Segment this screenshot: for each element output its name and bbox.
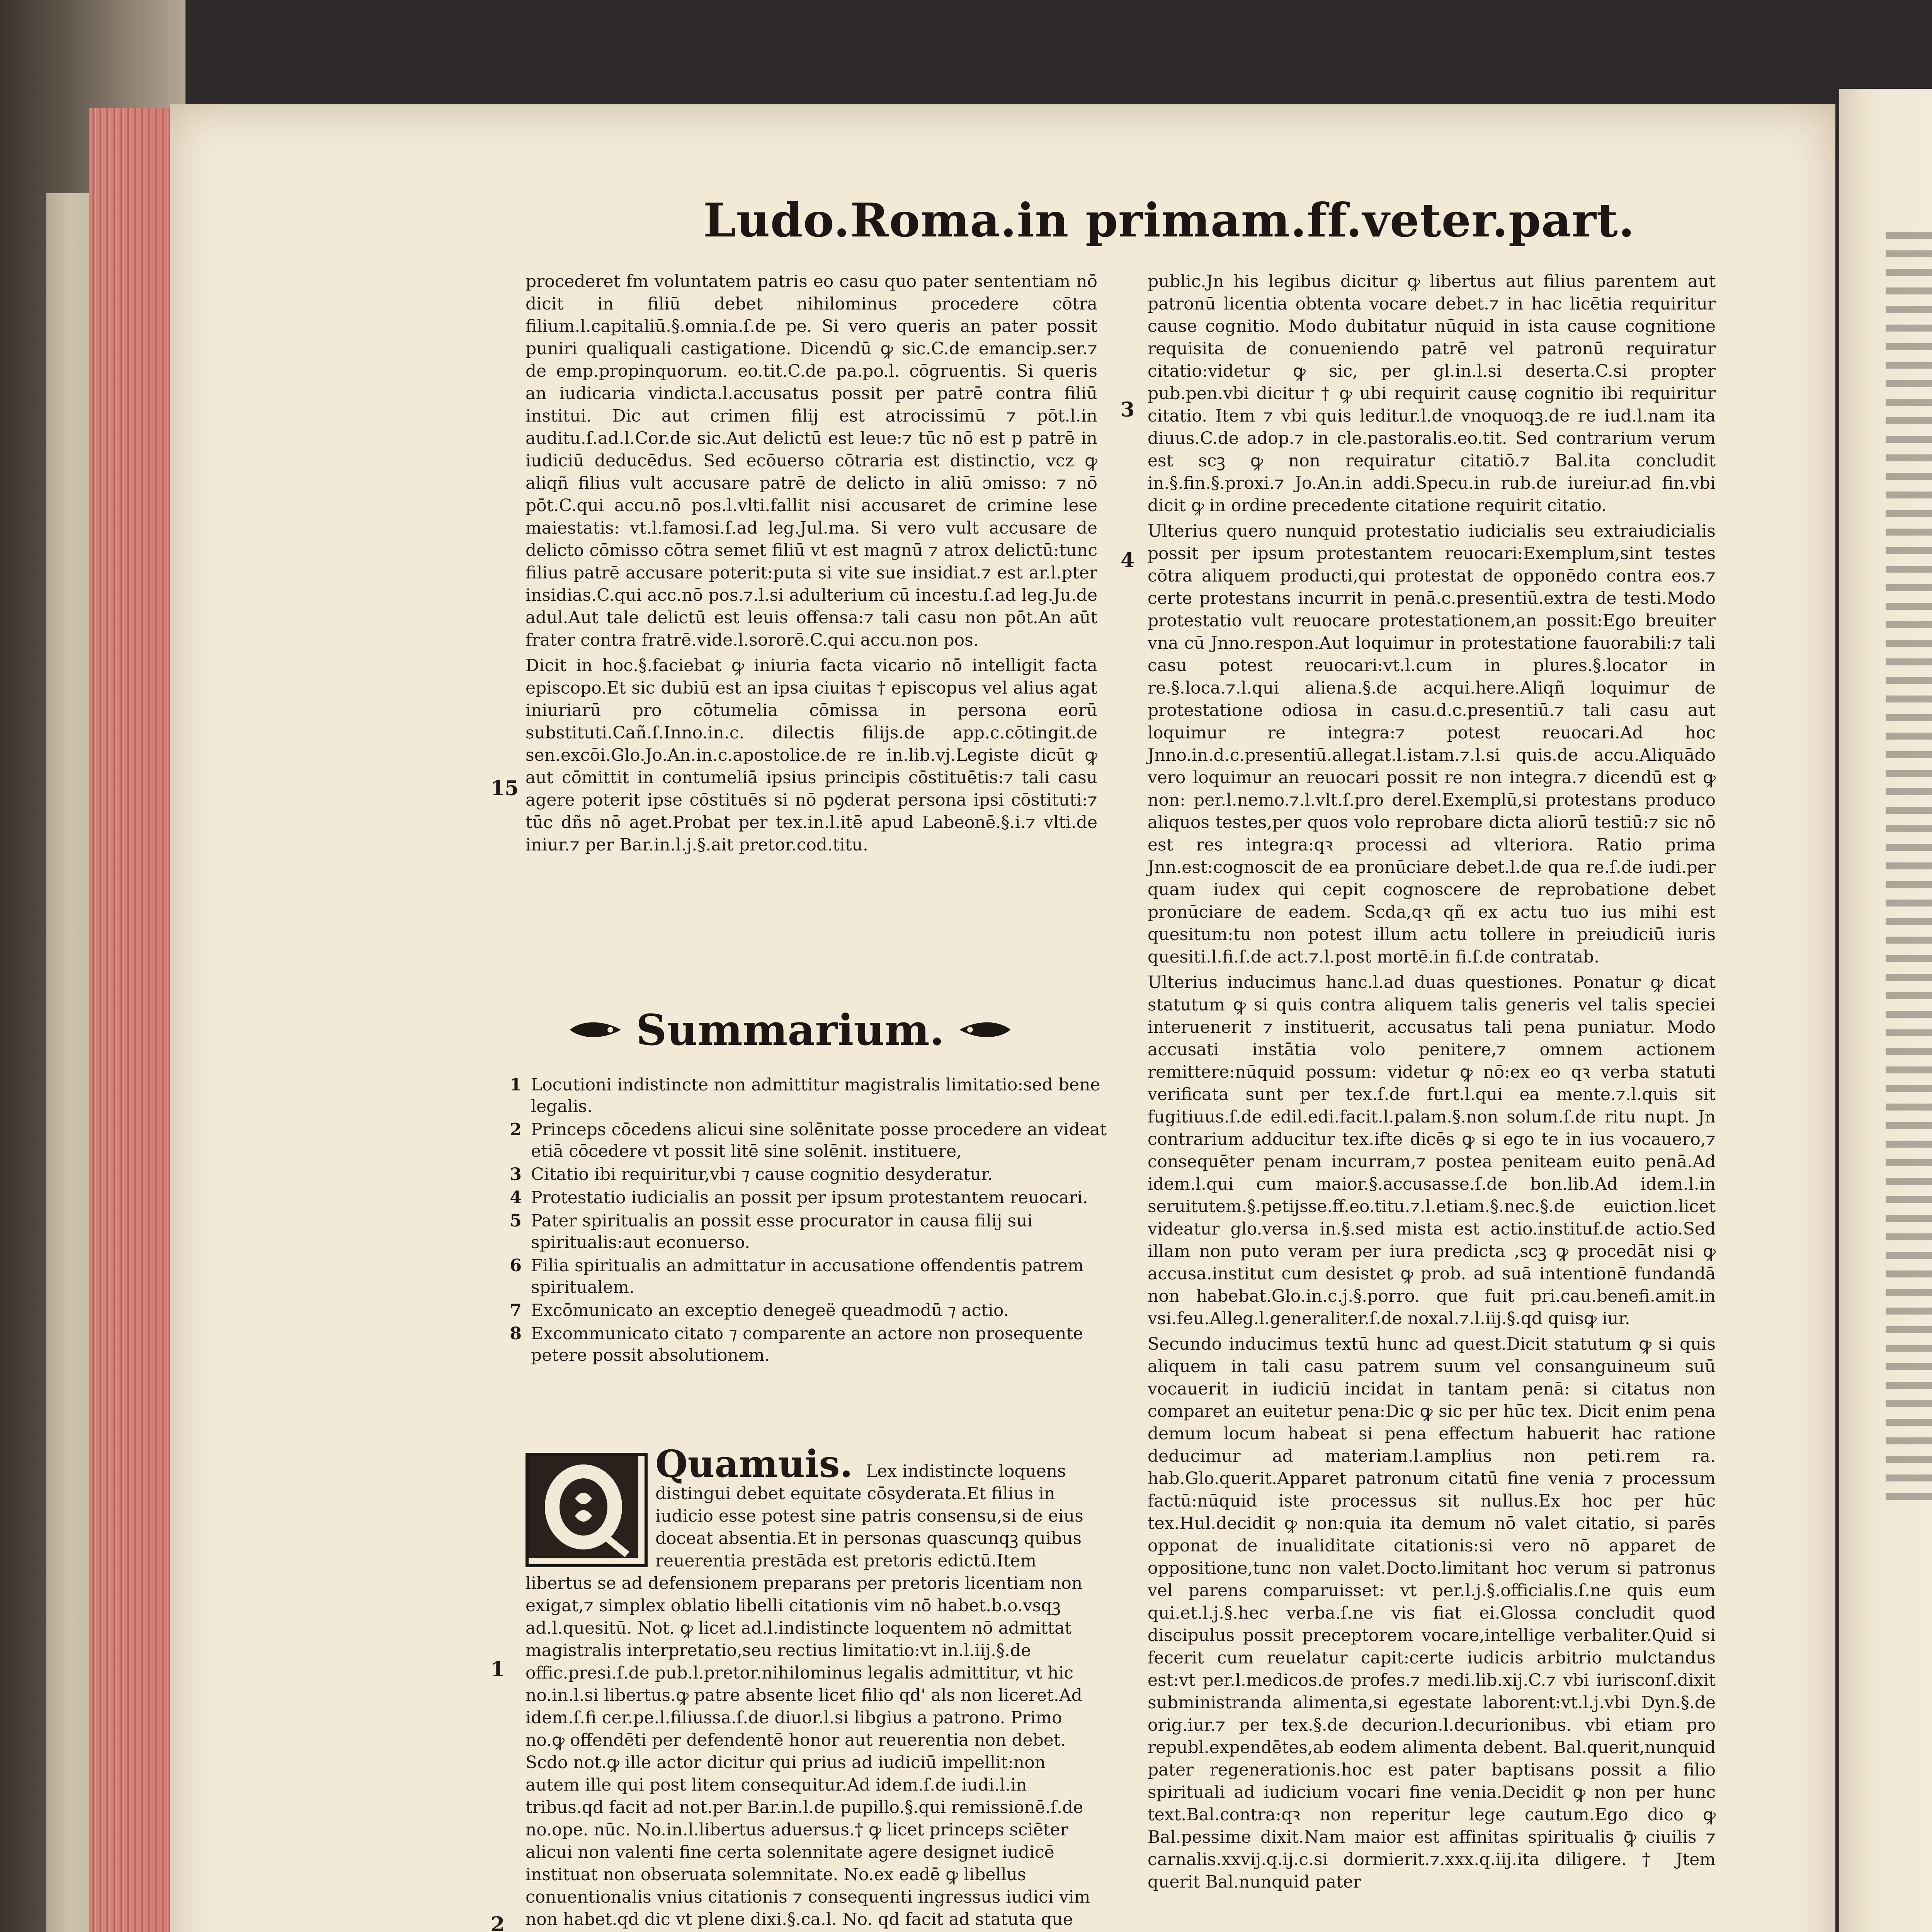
summarium-item xyxy=(498,1323,1117,1366)
left-paragraph-2: Dicit in hoc.§.faciebat ꝙ iniuria facta vicario nō intelligit facta episcopo.Et sic dubiū est an ipsa ciuitas † episcopus vel alius agat iniuriarū pro cōtumelia cōmissa in persona eorū substituti.Cañ.ſ.Inno.in.c. dilectis filijs.de app.c.cōtingit.de sen.excōi.Glo.Jo.An.in.c.apostolice.de re in.lib.vj.Legiste dicūt ꝙ aut cōmittit in contumeliā ipsius principis cōstituētis:⁊ tali casu agere poterit ipse cōstituēs si nō pꝯderat persona ipsi cōstituti:⁊ tūc dñs nō aget.Probat per tex.in.l.itē apud Labeonē.§.i.⁊ vlti.de iniur.⁊ per Bar.in.l.j.§.ait pretor.cod.titu. xyxy=(526,656,1097,855)
summarium-item xyxy=(498,1119,1117,1162)
quamvis-heading: Quamuis. xyxy=(655,1442,853,1486)
red-page-edges xyxy=(89,108,174,1932)
summarium-item xyxy=(498,1300,1117,1321)
summarium-item-number: 7 xyxy=(510,1301,522,1320)
quamvis-section xyxy=(526,1442,1097,1932)
summarium-item-text: Citatio ibi requiritur,vbi ⁊ cause cognitio desyderatur. xyxy=(531,1165,993,1184)
summarium-item-number: 5 xyxy=(510,1211,522,1231)
summarium-list xyxy=(498,1074,1117,1368)
margin-number: 4 xyxy=(1121,549,1135,572)
quamvis-text: Lex indistincte loquens distingui debet equitate cōsyderata.Et filius in iudicio esse potest sine patris consensu,si de eius doceat absentia.Et in personas quascunqꝫ quibus reuerentia prestāda est pretoris edictū.Item libertus se ad defensionem preparans per pretoris licentiam non exigat,⁊ simplex oblatio libelli citationis vim nō habet.b.o.vsqꝫ ad.l.quesitū. Not. ꝙ licet ad.l.indistincte loquentem nō admittat magistralis interpretatio,seu rectius limitatio:vt in.l.iij.§.de offic.presi.ſ.de pub.l.pretor.nihilominus legalis admittitur, vt hic no.in.l.si libertus.ꝙ patre absente licet filio qd' als non liceret.Ad idem.ſ.fi cer.pe.l.filiussa.ſ.de diuor.l.si libgius a patrono. Primo no.ꝙ offendēti per defendentē honor aut reuerentia non debet. Scdo not.ꝙ ille actor dicitur qui prius ad iudiciū impellit:non autem ille qui post litem consequitur.Ad idem.ſ.de iudi.l.in tribus.qd facit ad not.per Bar.in.l.de pupillo.§.qui remissionē.ſ.de no.ope. nūc. No.in.l.libertus aduersus.† ꝙ licet princeps sciēter alicui non valenti fine certa solennitate agere designet iudicē instituat non obseruata solemnitate. No.ex eadē ꝙ libellus conuentionalis vnius citationis ⁊ consequenti ingressus iudici vim non habet.qd dic vt plene dixi.§.ca.l. No. qd facit ad statuta que xyxy=(526,1461,1090,1929)
summarium-heading xyxy=(568,1001,1012,1059)
summarium-item-text: Filia spiritualis an admittatur in accusatione offendentis patrem spiritualem. xyxy=(531,1256,1084,1297)
summarium-item xyxy=(498,1210,1117,1253)
summarium-item xyxy=(498,1255,1117,1298)
margin-number: 3 xyxy=(1121,398,1135,422)
running-header: Ludo.Roma.in primam.ff.veter.part. xyxy=(703,193,1635,248)
summarium-item-number: 2 xyxy=(510,1120,522,1139)
summarium-item-text: Excommunicato citato ⁊ comparente an actore non prosequente petere possit absolutionem. xyxy=(531,1324,1083,1365)
summarium-item-text: Locutioni indistincte non admittitur magistralis limitatio:sed bene legalis. xyxy=(531,1075,1100,1116)
summarium-item xyxy=(498,1164,1117,1185)
summarium-item-number: 4 xyxy=(510,1188,522,1208)
summarium-item-text: Princeps cōcedens alicui sine solēnitate posse procedere an videat etiā cōcedere vt possit litē sine solēnit. instituere, xyxy=(531,1120,1107,1161)
left-column xyxy=(526,270,1097,859)
summarium-item-number: 8 xyxy=(510,1324,522,1344)
margin-number: 15 xyxy=(491,777,519,800)
summarium-item-number: 6 xyxy=(510,1256,522,1276)
right-column xyxy=(1148,270,1716,1896)
summarium-item-text: Pater spiritualis an possit esse procurator in causa filij sui spiritualis:aut econuerso. xyxy=(531,1211,1033,1252)
summarium-item xyxy=(498,1187,1117,1209)
summarium-item-number: 1 xyxy=(510,1075,522,1095)
right-paragraph-4: Secundo inducimus textū hunc ad quest.Dicit statutum ꝙ si quis aliquem in tali casu patrem suum vel consanguineum suū vocauerit in iudiciū incidat in tantam penā: si citatus non comparet an euitetur pena:Dic ꝙ sic per hūc tex. Dicit enim pena demum locum habeat si pena effectum habuerit hac ratione deducimur ad materiam.l.amplius non peti.rem ra. hab.Glo.querit.Apparet patronum citatū fine venia ⁊ processum factū:nūquid iste processus sit nullus.Ex hoc per hūc tex.Hul.decidit ꝙ non:quia ita demum nō valet citatio, si parēs opponat de inualiditate citationis:si vero nō apparet de oppositione,tunc non valet.Docto.limitant hoc verum si patronus vel parens comparuisset: vt per.l.j.§.officialis.ſ.ne quis eum qui.et.l.j.§.hec verba.ſ.ne vis fiat ei.Glossa concludit quod discipulus possit preceptorem vocare,intellige verbaliter.Quid si fecerit cum reuelatur capit:certe iudicis arbitrio mulctandus est:vt per.l.medicos.de profes.⁊ medi.lib.xij.C.⁊ vbi iurisconſ.dixit subministranda alimenta,si egestate laborent:vt.l.j.vbi Dyn.§.de orig.iur.⁊ per tex.§.de decurion.l.decurionibus. vbi etiam pro republ.expendētes,ab eodem alimenta debent. Bal.querit,nunquid pater regenerationis.hoc est pater baptisans possit a filio spirituali ad iudicium vocari fine venia.Decidit ꝙ non per hunc text.Bal.contra:qꝛ non reperitur lege cautum.Ego dico ꝙ Bal.pessime dixit.Nam maior est affinitas spiritualis ꝙ̄ ciuilis ⁊ carnalis.xxvij.q.ij.c.si dormierit.⁊.xxx.q.iij.ita diligere. † Jtem querit Bal.nunquid pater xyxy=(1148,1334,1716,1892)
summarium-title: Summarium. xyxy=(636,1005,944,1055)
fleuron-left-icon xyxy=(568,1019,624,1041)
summarium-item-text: Protestatio iudicialis an possit per ipsum protestantem reuocari. xyxy=(531,1188,1088,1208)
decorated-initial-q-icon xyxy=(529,1456,638,1558)
facing-page-text xyxy=(1886,232,1932,1507)
left-paragraph-1: procederet fm voluntatem patris eo casu quo pater sententiam nō dicit in filiū debet nihilominus procedere cōtra filium.l.capitaliū.§.omnia.ſ.de pe. Si vero queris an pater possit puniri qualiquali castigatione. Dicendū ꝙ sic.C.de emancip.ser.⁊ de emp.propinquorum. eo.tit.C.de pa.po.l. cōgruentis. Si queris an iudicaria vindicta.l.accusatus possit per patrē contra filiū institui. Dic aut crimen filij est atrocissimū ⁊ pōt.l.in auditu.ſ.ad.l.Cor.de sic.Aut delictū est leue:⁊ tūc nō est p patrē in iudiciū deducēdus. Sed ecōuerso cōtraria est distinctio, vcz ꝙ aliqñ filius vult accusare patrē de delicto in aliū ɔmisso: ⁊ nō pōt.C.qui accu.nō pos.l.vlti.fallit nisi accusaret de crimine lese maiestatis: vt.l.famosi.ſ.ad leg.Jul.ma. Si vero vult accusare de delicto cōmisso cōtra semet filiū vt est magnū ⁊ atrox delictū:tunc filius patrē accusare poterit:puta si vite sue insidiat.⁊ est ar.l.pter insidias.C.qui acc.nō pos.⁊.l.si adulterium cū incestu.ſ.ad leg.Ju.de adul.Aut tale delictū est leuis offensa:⁊ tali casu non pōt.An aūt frater contra fratrē.vide.l.sororē.C.qui accu.non pos. xyxy=(526,272,1097,650)
summarium-item xyxy=(498,1074,1117,1117)
summarium-item-number: 3 xyxy=(510,1165,522,1184)
margin-number: 1 xyxy=(491,1658,505,1681)
margin-number: 2 xyxy=(491,1913,505,1932)
decorated-initial xyxy=(526,1453,648,1567)
summarium-item-text: Excōmunicato an exceptio denegeë queadmodū ⁊ actio. xyxy=(531,1301,1009,1320)
right-paragraph-2: Ulterius quero nunquid protestatio iudicialis seu extraiudicialis possit per ipsum protestantem reuocari:Exemplum,sint testes cōtra aliquem producti,qui protestat de opponēdo contra eos.⁊ certe protestans incurrit in penā.c.presentiū.extra de testi.Modo protestatio vult reuocare protestationem,an possit:Ego breuiter vna cū Jnno.respon.Aut loquimur in protestatione fauorabili:⁊ tali casu potest reuocari:vt.l.cum in plures.§.locator in re.§.loca.⁊.l.qui aliena.§.de acqui.here.Aliqñ loquimur de protestatione odiosa in casu.d.c.presentiū.⁊ tali casu aut loquimur re integra:⁊ potest reuocari.Ad hoc Jnno.in.d.c.presentiū.allegat.l.istam.⁊.l.si quis.de accu.Aliquādo vero loquimur an reuocari possit re non integra.⁊ dicendū est ꝙ non: per.l.nemo.⁊.l.vlt.ſ.pro derel.Exemplū,si protestans produco aliquos testes,per quos volo reprobare dicta aliorū testiū:⁊ sic nō est res integra:qꝛ processi ad vlteriora. Ratio prima Jnn.est:cognoscit de ea pronūciare debet.l.de qua re.ſ.de iudi.per quam iudex qui cepit cognoscere de reprobatione debet pronūciare de eadem. Scda,qꝛ qñ ex actu tuo ius mihi est quesitum:tu non potest illum actu tollere in preiudiciū iuris quesiti.l.fi.ſ.de act.⁊.l.post mortē.in fi.ſ.de contratab. xyxy=(1148,521,1716,967)
fleuron-right-icon xyxy=(956,1019,1012,1041)
right-paragraph-1: public.Jn his legibus dicitur ꝙ libertus aut filius parentem aut patronū licentia obtenta vocare debet.⁊ in hac licētia requiritur cause cognitio. Modo dubitatur nūquid in ista cause cognitione requisita de conueniendo patrē vel patronū requiratur citatio:videtur ꝙ sic, per gl.in.l.si deserta.C.si propter pub.pen.vbi dicitur † ꝙ ubi requirit causę cognitio ibi requiritur citatio. Item ⁊ vbi quis leditur.l.de vnoquoqꝫ.de re iud.l.nam ita diuus.C.de adop.⁊ in cle.pastoralis.eo.tit. Sed contrarium verum est scꝫ ꝙ non requiratur citatiō.⁊ Bal.ita concludit in.§.fin.§.proxi.⁊ Jo.An.in addi.Specu.in rub.de iureiur.ad fin.vbi dicit ꝙ in ordine precedente citatione requirit citatio. xyxy=(1148,272,1716,515)
right-paragraph-3: Ulterius inducimus hanc.l.ad duas questiones. Ponatur ꝙ dicat statutum ꝙ si quis contra aliquem talis generis vel talis speciei interuenerit ⁊ instituerit, accusatus tali pena puniatur. Modo accusati instātia volo penitere,⁊ omnem actionem remittere:nūquid possum: videtur ꝙ nō:ex eo qꝛ verba statuti verificata sunt per tex.ſ.de furt.l.qui ea mente.⁊.l.quis sit fugitiuus.ſ.de edil.edi.facit.l.palam.§.non solum.ſ.de ritu nupt. Jn contrarium adducitur tex.ifte dicēs ꝙ si ego te in ius vocauero,⁊ consequēter penam incurram,⁊ postea peniteam euito penā.Ad idem.l.qui cum maior.§.accusasse.ſ.de bon.lib.Ad idem.l.in seruitutem.§.petijsse.ff.eo.titu.⁊.l.etiam.§.nec.§.de euiction.licet videatur glo.versa in.§.sed mista est actio.instituf.de actio.Sed illam non puto veram per iura predicta ,scꝫ ꝙ procedāt nisi ꝙ accusa.institut cum desistet ꝙ prob. ad suā intentionē fundandā non habebat.Glo.in.c.j.§.porro. que fuit pri.cau.benefi.amit.in vsi.feu.Alleg.l.generaliter.ſ.de noxal.⁊.l.iij.§.qd quisꝙ iur. xyxy=(1148,973,1716,1328)
